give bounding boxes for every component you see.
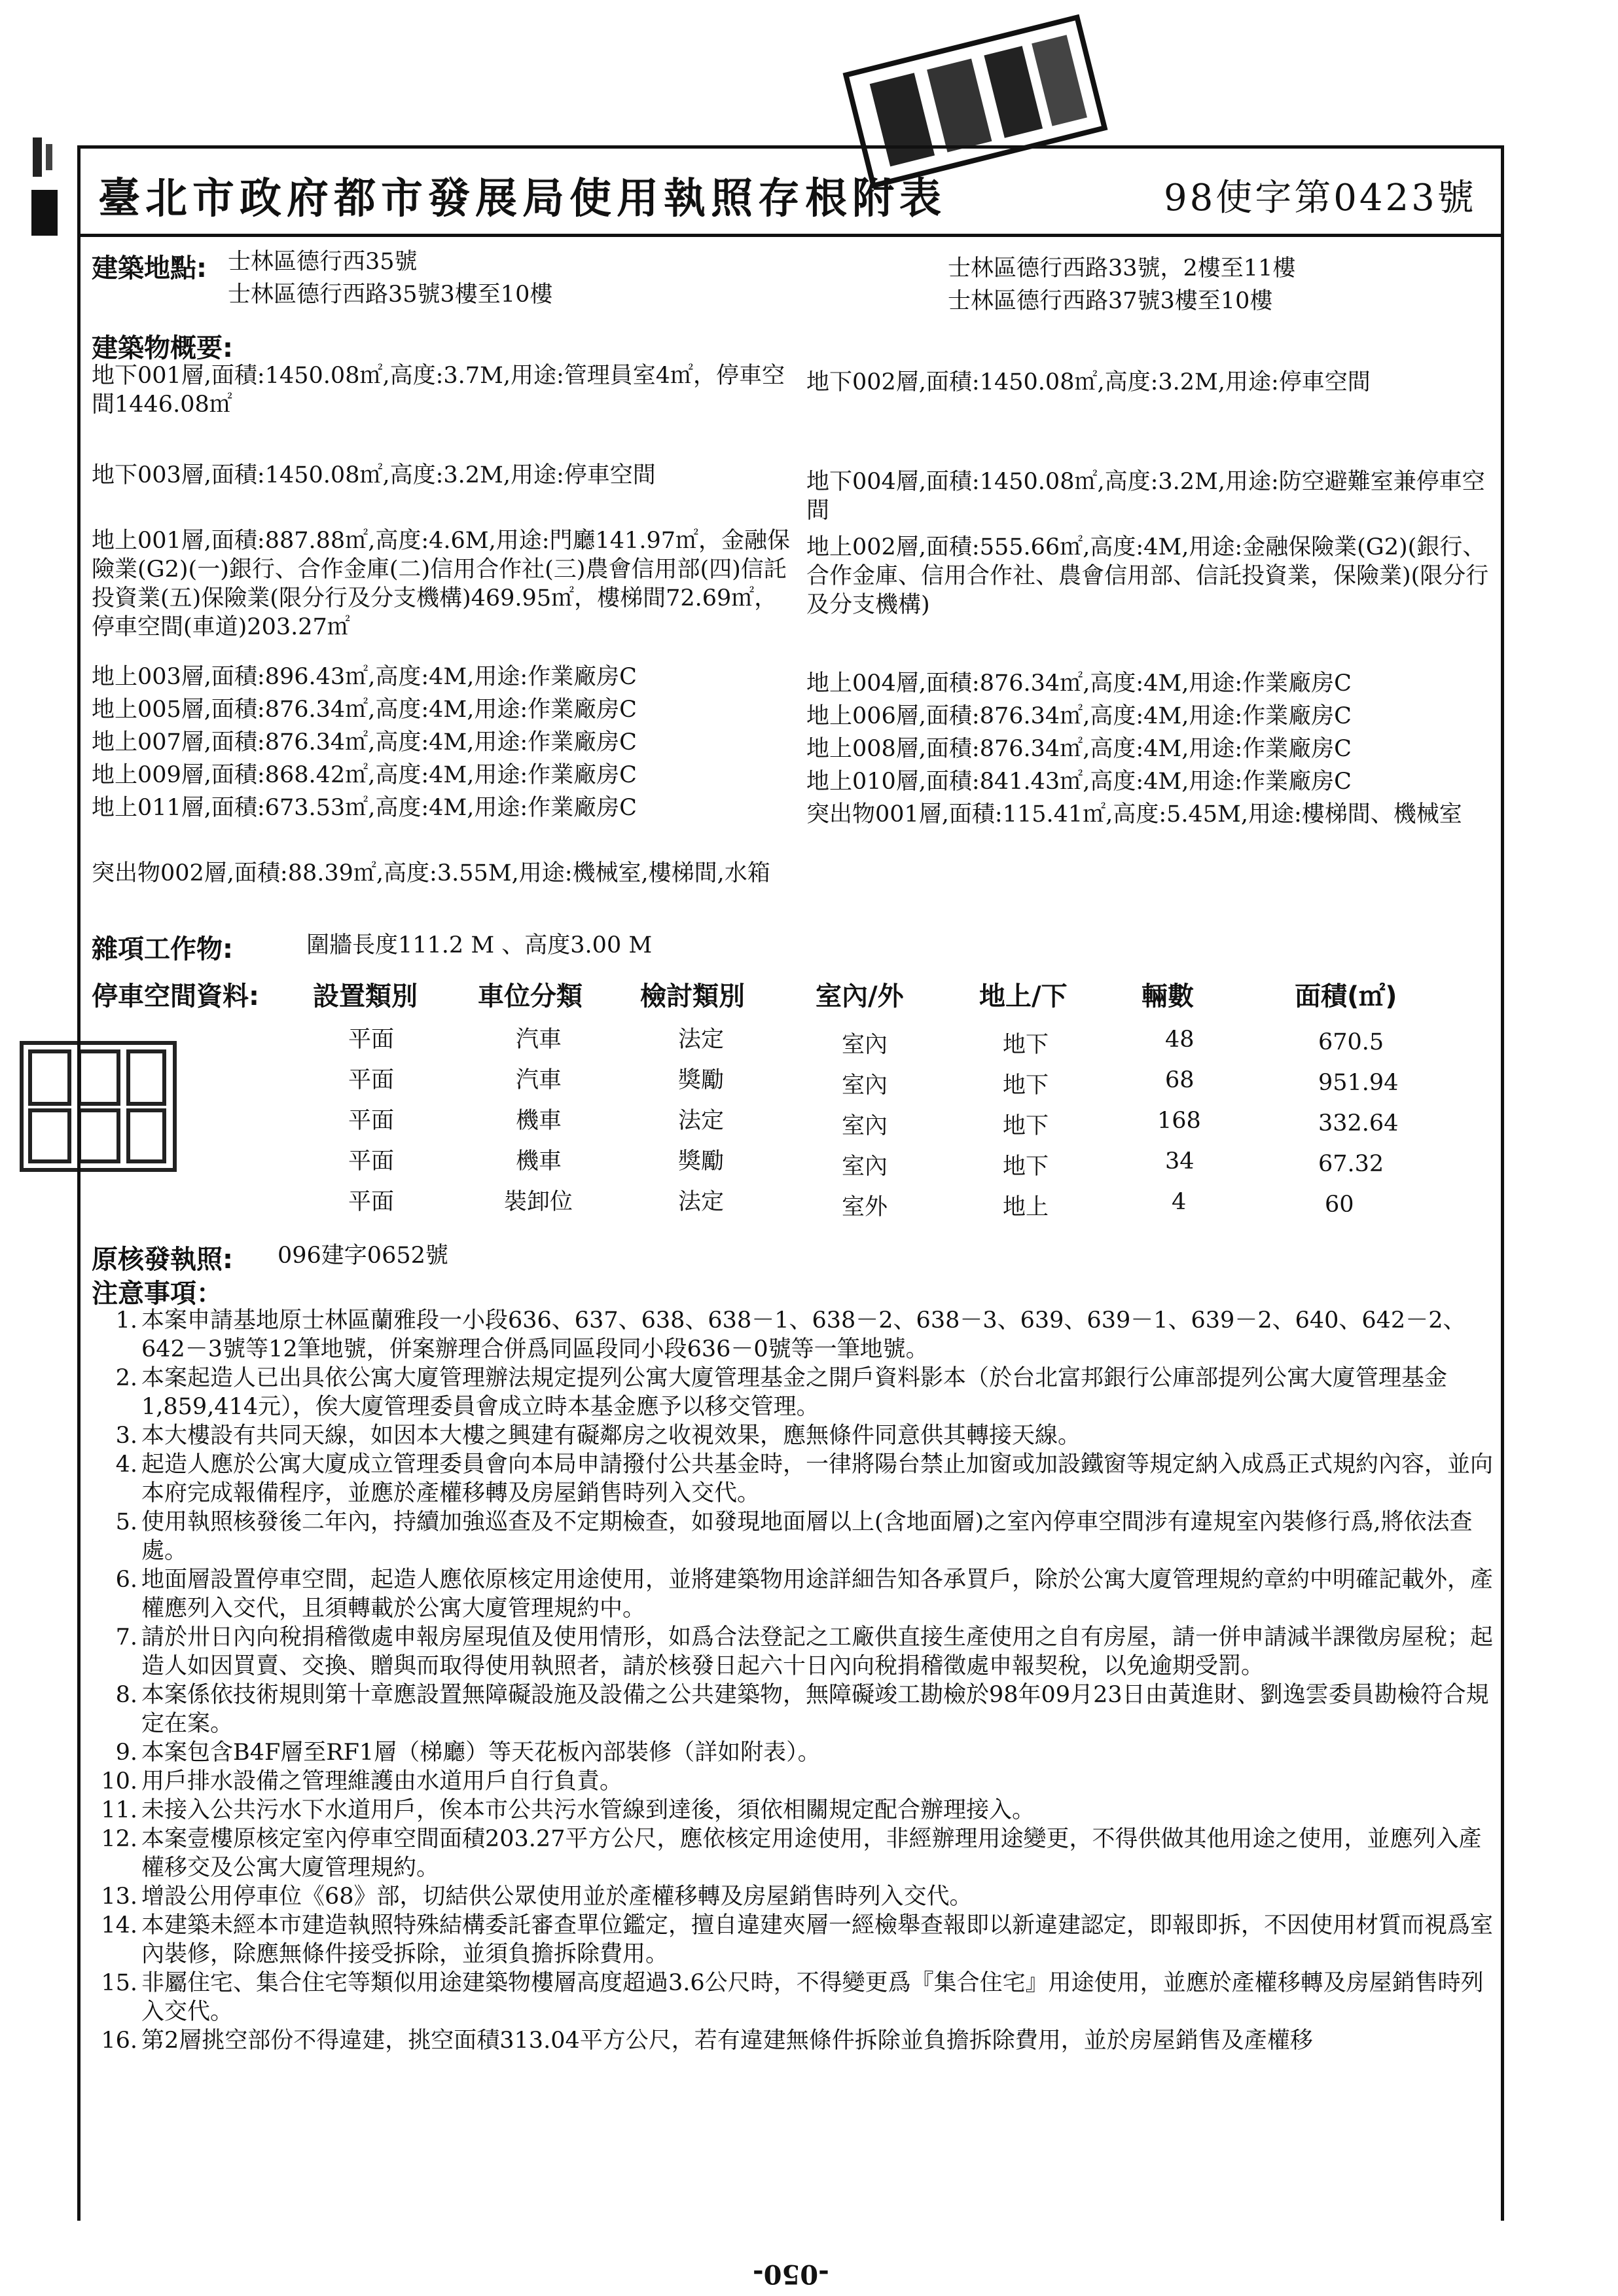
note-item: 11. 未接入公共污水下水道用戶，俟本市公共污水管線到達後，須依相關規定配合辦理接入。 <box>101 1797 1035 1823</box>
original-permit-value: 096建字0652號 <box>278 1243 448 1269</box>
parking-cell: 平面 <box>348 1027 395 1053</box>
parking-cell: 室內 <box>842 1032 888 1058</box>
floor-f7: 地上007層,面積:876.34㎡,高度:4M,用途:作業廠房C <box>92 729 637 756</box>
parking-cell: 獎勵 <box>678 1148 725 1175</box>
misc-label: 雜項工作物: <box>92 934 233 964</box>
parking-cell: 裝卸位 <box>504 1189 573 1215</box>
parking-cell: 機車 <box>516 1108 562 1134</box>
site-address-1: 士林區德行西35號 <box>228 249 418 275</box>
original-permit-label: 原核發執照: <box>92 1245 233 1275</box>
note-item: 1. 本案申請基地原士林區蘭雅段一小段636、637、638、638－1、638－2、638－3、639、639－1、639－2、640、642－2、642－3號等12筆地號，併案辦理合併爲同區段同小段636－0號等一筆地號。 <box>115 1307 1466 1362</box>
site-label: 建築地點: <box>92 253 207 283</box>
document-title: 臺北市政府都市發展局使用執照存根附表 <box>98 174 946 223</box>
note-item: 4. 起造人應於公寓大廈成立管理委員會向本局申請撥付公共基金時，一律將陽台禁止加窗或加設鐵窗等規定納入成爲正式規約內容，並向本府完成報備程序，並應於產權移轉及房屋銷售時列入交代。 <box>115 1451 1494 1506</box>
parking-header-review: 檢討類別 <box>640 981 745 1011</box>
floor-b4: 地下004層,面積:1450.08㎡,高度:3.2M,用途:防空避難室兼停車空間 <box>806 469 1485 524</box>
floor-f8: 地上008層,面積:876.34㎡,高度:4M,用途:作業廠房C <box>806 736 1352 762</box>
scan-marks-icon <box>26 124 72 242</box>
floor-b2: 地下002層,面積:1450.08㎡,高度:3.2M,用途:停車空間 <box>806 369 1371 395</box>
note-item: 8. 本案係依技術規則第十章應設置無障礙設施及設備之公共建築物，無障礙竣工勘檢於98年09月23日由黃進財、劉逸雲委員勘檢符合規定在案。 <box>115 1682 1489 1737</box>
parking-cell: 168 <box>1157 1108 1201 1134</box>
parking-cell: 48 <box>1165 1027 1195 1053</box>
parking-cell: 地下 <box>1003 1032 1049 1058</box>
parking-cell: 室內 <box>842 1113 888 1139</box>
note-item: 7. 請於卅日內向稅捐稽徵處申報房屋現值及使用情形，如爲合法登記之工廠供直接生產使用之自有房屋，請一併申請減半課徵房屋稅；起造人如因買賣、交換、贈與而取得使用執照者，請於核發日起六十日內向稅捐稽徵處申報契稅，以免逾期受罰。 <box>115 1624 1494 1679</box>
note-item: 9. 本案包含B4F層至RF1層（梯廳）等天花板內部裝修（詳如附表）。 <box>115 1740 821 1766</box>
permit-number: 98使字第0423號 <box>1164 177 1477 219</box>
parking-header-count: 輛數 <box>1142 981 1194 1011</box>
page-mark: -050- <box>753 2259 829 2289</box>
note-item: 2. 本案起造人已出具依公寓大廈管理辦法規定提列公寓大廈管理基金之開戶資料影本（於台北富邦銀行公庫部提列公寓大廈管理基金1,859,414元），俟大廈管理委員會成立時本基金應予以移交管理。 <box>115 1365 1448 1420</box>
parking-cell: 室外 <box>842 1194 888 1220</box>
floor-f10: 地上010層,面積:841.43㎡,高度:4M,用途:作業廠房C <box>806 769 1352 795</box>
penthouse-2: 突出物002層,面積:88.39㎡,高度:3.55M,用途:機械室,樓梯間,水箱 <box>92 860 770 886</box>
parking-header-inout: 室內/外 <box>816 981 904 1011</box>
site-address-4: 士林區德行西路37號3樓至10樓 <box>948 288 1273 314</box>
site-address-3: 士林區德行西路33號，2樓至11樓 <box>948 255 1296 282</box>
site-address-2: 士林區德行西路35號3樓至10樓 <box>228 282 553 308</box>
notes-list <box>98 1306 1499 2055</box>
misc-value: 圍牆長度111.2 M 、高度3.00 M <box>306 932 653 958</box>
parking-cell: 地下 <box>1003 1113 1049 1139</box>
note-item: 10. 用戶排水設備之管理維護由水道用戶自行負責。 <box>101 1768 623 1795</box>
floor-f4: 地上004層,面積:876.34㎡,高度:4M,用途:作業廠房C <box>806 670 1352 697</box>
parking-label: 停車空間資料: <box>92 981 259 1011</box>
floor-f2: 地上002層,面積:555.66㎡,高度:4M,用途:金融保險業(G2)(銀行、合作金庫、信用合作社、農會信用部、信託投資業，保險業)(限分行及分支機構) <box>806 534 1489 618</box>
note-item: 6. 地面層設置停車空間，起造人應依原核定用途使用，並將建築物用途詳細告知各承買戶，除於公寓大廈管理規約章約中明確記載外，產權應列入交代，且須轉載於公寓大廈管理規約中。 <box>115 1567 1494 1622</box>
note-item: 3. 本大樓設有共同天線，如因本大樓之興建有礙鄰房之收視效果，應無條件同意供其轉接天線。 <box>115 1423 1081 1449</box>
parking-cell: 汽車 <box>516 1027 562 1053</box>
note-item: 15. 非屬住宅、集合住宅等類似用途建築物樓層高度超過3.6公尺時，不得變更爲『集合住宅』用途使用，並應於產權移轉及房屋銷售時列入交代。 <box>101 1970 1484 2025</box>
parking-header-type: 設置類別 <box>313 981 418 1011</box>
floor-f1: 地上001層,面積:887.88㎡,高度:4.6M,用途:門廳141.97㎡，金融保險業(G2)(一)銀行、合作金庫(二)信用合作社(三)農會信用部(四)信託投資業(五)保險業(限分行及分支機構)469.95㎡，樓梯間72.69㎡，停車空間(車道)203.27㎡ <box>92 528 790 640</box>
parking-cell: 室內 <box>842 1072 888 1099</box>
parking-cell: 60 <box>1325 1192 1354 1218</box>
parking-header-level: 地上/下 <box>979 981 1068 1011</box>
parking-cell: 汽車 <box>516 1067 562 1093</box>
parking-cell: 平面 <box>348 1189 395 1215</box>
parking-cell: 4 <box>1172 1189 1187 1215</box>
parking-cell: 670.5 <box>1318 1029 1384 1055</box>
note-item: 13. 增設公用停車位《68》部，切結供公眾使用並於產權移轉及房屋銷售時列入交代。 <box>101 1884 973 1910</box>
note-item: 14. 本建築未經本市建造執照特殊結構委託審查單位鑑定，擅自違建夾層一經檢舉查報即以新違建認定，即報即拆，不因使用材質而視爲室內裝修，除應無條件接受拆除，並須負擔拆除費用。 <box>101 1912 1494 1967</box>
parking-cell: 室內 <box>842 1154 888 1180</box>
parking-cell: 951.94 <box>1318 1070 1399 1096</box>
floor-f9: 地上009層,面積:868.42㎡,高度:4M,用途:作業廠房C <box>92 762 637 788</box>
note-item: 12. 本案壹樓原核定室內停車空間面積203.27平方公尺，應依核定用途使用，非經辦理用途變更，不得供做其他用途之使用，並應列入產權移交及公寓大廈管理規約。 <box>101 1826 1482 1881</box>
overview-label: 建築物概要: <box>92 333 233 363</box>
parking-cell: 法定 <box>678 1108 725 1134</box>
floor-b1: 地下001層,面積:1450.08㎡,高度:3.7M,用途:管理員室4㎡，停車空間1446.08㎡ <box>92 363 785 418</box>
penthouse-1: 突出物001層,面積:115.41㎡,高度:5.45M,用途:樓梯間、機械室 <box>806 801 1462 828</box>
parking-cell: 機車 <box>516 1148 562 1175</box>
parking-cell: 平面 <box>348 1067 395 1093</box>
parking-cell: 地上 <box>1003 1194 1049 1220</box>
floor-f5: 地上005層,面積:876.34㎡,高度:4M,用途:作業廠房C <box>92 697 637 723</box>
parking-cell: 法定 <box>678 1189 725 1215</box>
floor-f6: 地上006層,面積:876.34㎡,高度:4M,用途:作業廠房C <box>806 703 1352 729</box>
note-item: 16. 第2層挑空部份不得違建，挑空面積313.04平方公尺，若有違建無條件拆除並負擔拆除費用，並於房屋銷售及產權移 <box>101 2028 1313 2054</box>
note-item: 5. 使用執照核發後二年內，持續加強巡查及不定期檢查，如發現地面層以上(含地面層)之室內停車空間涉有違規室內裝修行爲,將依法查處。 <box>115 1509 1473 1564</box>
parking-header-class: 車位分類 <box>478 981 583 1011</box>
floor-f11: 地上011層,面積:673.53㎡,高度:4M,用途:作業廠房C <box>92 795 637 821</box>
floor-b3: 地下003層,面積:1450.08㎡,高度:3.2M,用途:停車空間 <box>92 462 656 488</box>
floor-f3: 地上003層,面積:896.43㎡,高度:4M,用途:作業廠房C <box>92 664 637 690</box>
parking-cell: 平面 <box>348 1108 395 1134</box>
parking-cell: 法定 <box>678 1027 725 1053</box>
parking-cell: 68 <box>1165 1067 1195 1093</box>
parking-cell: 地下 <box>1003 1154 1049 1180</box>
parking-cell: 平面 <box>348 1148 395 1175</box>
parking-cell: 332.64 <box>1318 1110 1399 1137</box>
parking-cell: 獎勵 <box>678 1067 725 1093</box>
parking-cell: 34 <box>1165 1148 1195 1175</box>
notes-label: 注意事項： <box>92 1279 223 1309</box>
parking-header-area: 面積(㎡) <box>1295 981 1397 1011</box>
parking-cell: 67.32 <box>1318 1151 1384 1177</box>
parking-cell: 地下 <box>1003 1072 1049 1099</box>
